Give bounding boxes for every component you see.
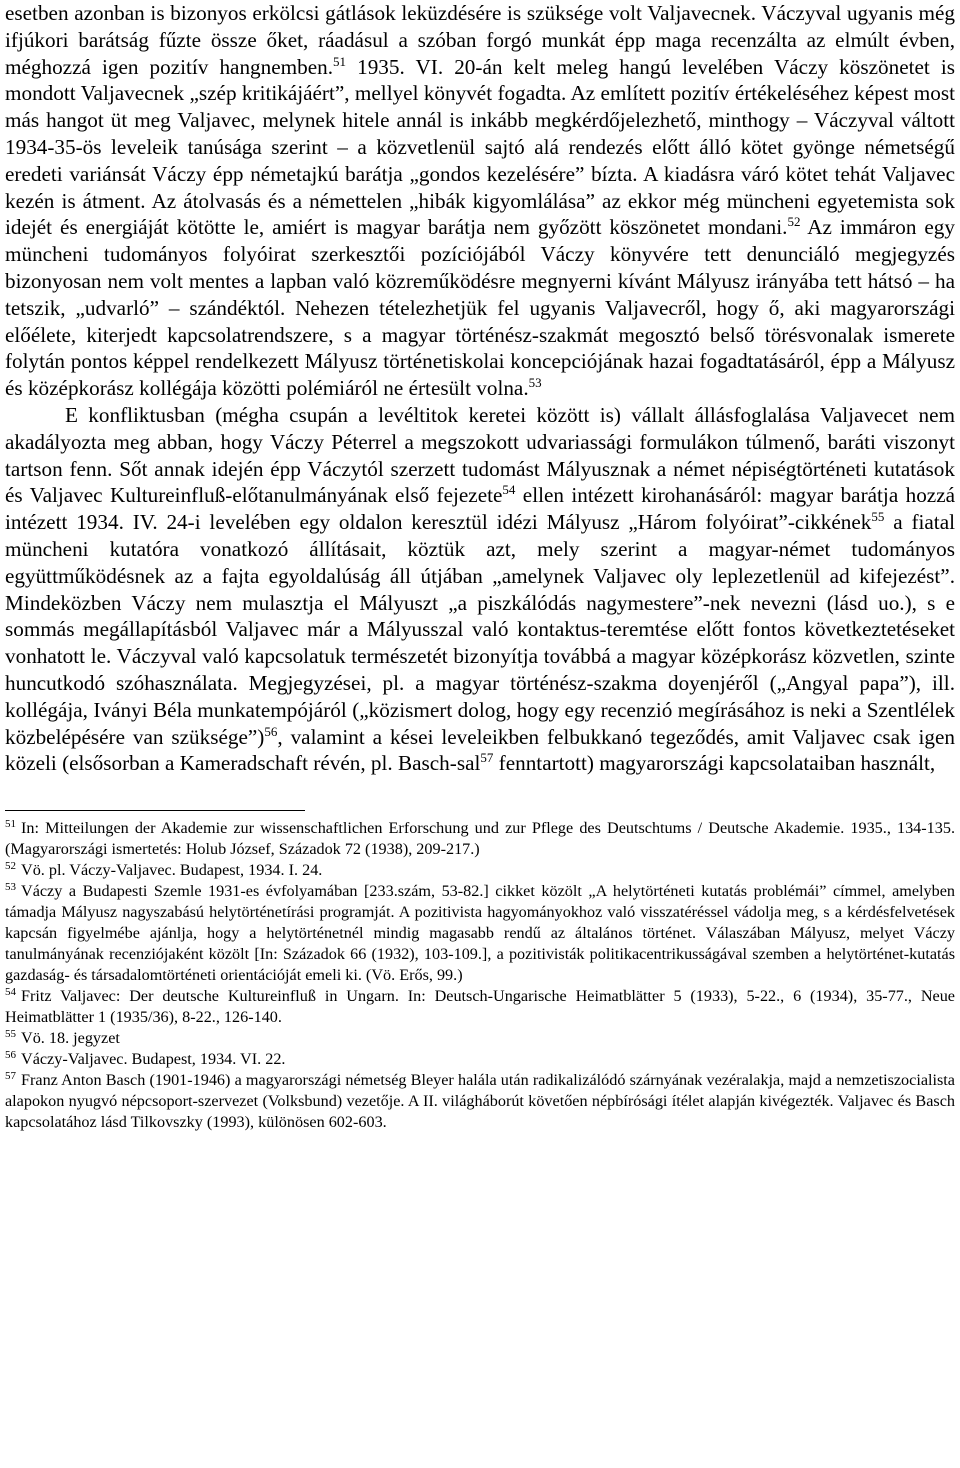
- footnote-text: Fritz Valjavec: Der deutsche Kultureinfluß in Ungarn. In: Deutsch-Ungarische Heimatblätter 5 (1933), 5-22., 6 (1934), 35-77., Neue Heimatblätter 1 (1935/36), 8-22., 126-140.: [5, 987, 955, 1027]
- text-run: ellen intézett kirohanásáról: magyar barátja hozzá intézett 1934. IV. 24-i levelében egy oldalon keresztül idézi Mályusz „Három folyóirat”-cikkének: [5, 483, 955, 535]
- footnote-ref-55: 55: [871, 509, 885, 525]
- footnote-53: [5, 881, 955, 986]
- footnote-text: Vö. pl. Váczy-Valjavec. Budapest, 1934. I. 24.: [21, 861, 323, 880]
- footnote-ref-52: 52: [787, 214, 801, 230]
- footnote-52: [5, 860, 955, 881]
- text-run: esetben azonban is bizonyos erkölcsi gátlások leküzdésére is szüksége volt Valjavecnek. Váczyval ugyanis még ifjúkori barátság fűzte össze őket, ráadásul a szóban forgó munkát épp maga recenzálta az elmúlt évben, méghozzá igen pozitív hangnemben.: [5, 1, 955, 79]
- footnote-number: 57: [5, 1070, 16, 1083]
- footnote-ref-57: 57: [480, 750, 494, 766]
- footnote-51: [5, 818, 955, 860]
- footnote-57: [5, 1070, 955, 1133]
- footnote-text: Váczy a Budapesti Szemle 1931-es évfolyamában [233.szám, 53-82.] cikket közölt „A helytörténeti kutatás problémái” címmel, amelyben támadja Mályusz nagyszabású helytörténetírási programját. A pozitivista hagyományokhoz való visszatéréssel vádolja meg, s a kérdésfelvetések kapcsán figyelmébe ajánlja, hogy a helytörténetnél mindig magasabb rendű az általános történet. Válaszában Mályusz, melyet Váczy tanulmányának recenziójaként közölt [In: Századok 66 (1932), 103-109.], a pozitivisták politikacentrikusságával szemben a helytörténet-kutatás gazdaság- és társadalomtörténeti orientációját emeli ki. (Vö. Erős, 99.): [5, 882, 955, 985]
- footnote-55: [5, 1028, 955, 1049]
- text-run: a fiatal müncheni kutatóra vonatkozó állításait, köztük azt, mely szerint a magyar-német tudományos együttműködésnek az a fajta egyoldalúság áll útjában „amelynek Valjavec oly leplezetlenül ad kifejezést”. Mindeközben Váczy nem mulasztja el Mályuszt „a piszkálódás nagymestere”-nek nevezni (lásd uo.), s e sommás megállapításból Valjavec már a Mályusszal való kontaktus-teremtése előtt fontos következtetéseket vonhatott le. Váczyval való kapcsolatuk természetét bizonyítja továbbá a magyar középkorász közvetlen, szinte huncutkodó szóhasználata. Megjegyzései, pl. a magyar történész-szakma doyenjéről („Angyal papa”), ill. kollégája, Iványi Béla munkatempójáról („közismert dolog, hogy egy recenzió megírásához is neki a Szentlélek közbelépésére van szüksége”): [5, 510, 955, 749]
- paragraph-2: [5, 402, 955, 777]
- text-run: fenntartott) magyarországi kapcsolataiban használt,: [493, 751, 936, 776]
- footnote-text: Vö. 18. jegyzet: [21, 1029, 120, 1048]
- footnote-number: 52: [5, 860, 16, 873]
- footnote-text: Franz Anton Basch (1901-1946) a magyarországi németség Bleyer halála után radikalizálódó szárnyának vezéralakja, majd a nemzetiszocialista alapokon nyugvó népcsoport-szervezet (Volksbund) vezetője. A II. világháborút követően népbírósági ítélet alapján kivégezték. Valjavec és Basch kapcsolatához lásd Tilkovszky (1993), különösen 602-603.: [5, 1071, 955, 1132]
- footnote-number: 54: [5, 986, 16, 999]
- footnote-number: 53: [5, 881, 16, 894]
- footnote-text: Váczy-Valjavec. Budapest, 1934. VI. 22.: [21, 1050, 286, 1069]
- footnote-ref-51: 51: [333, 53, 347, 69]
- footnote-ref-54: 54: [502, 482, 516, 498]
- text-run: 1935. VI. 20-án kelt meleg hangú levelében Váczy köszönetet is mondott Valjavecnek „szép kritikájáért”, mellyel könyvét fogadta. Az említett pozitív értékeléséhez képest most más hangot üt meg Valjavec, melynek hitele annál is inkább megkérdőjelezhető, minthogy – Váczyval váltott 1934-35-ös leveleik tanúsága szerint – a közvetlenül sajtó alá rendezés előtt álló kötet gyönge németségű eredeti variánsát Váczy épp németajkú barátja „gondos kezelésére” bízta. A kiadásra váró kötet tehát Valjavec kezén is átment. Az átolvasás és a némettelen „hibák kigyomlálása” az ekkor még müncheni egyetemista sok idejét és energiáját kötötte le, amiért is magyar barátja nem győzött köszönetet mondani.: [5, 54, 955, 240]
- text-run: E konfliktusban (mégha csupán a levéltitok keretei között is) vállalt állásfoglalása Valjavecet nem akadályozta meg abban, hogy Váczy Péterrel a megszokott udvariassági formulákon túlmenő, baráti viszonyt tartson fenn. Sőt annak idején épp Váczytól szerzett tudomást Mályusznak a német népiségtörténeti kutatások és Valjavec Kultureinfluß-előtanulmányának első fejezete: [5, 402, 955, 508]
- footnote-ref-56: 56: [264, 723, 278, 739]
- footnote-54: [5, 986, 955, 1028]
- footnote-number: 56: [5, 1049, 16, 1062]
- document-page: [5, 0, 955, 1133]
- footnote-number: 51: [5, 818, 16, 831]
- footnote-ref-53: 53: [528, 375, 542, 391]
- paragraph-1: [5, 0, 955, 402]
- text-run: , valamint a kései leveleikben felbukkanó tegeződés, amit Valjavec csak igen közeli (elsősorban a Kameradschaft révén, pl. Basch-sal: [5, 724, 955, 776]
- body-text: [5, 0, 955, 777]
- footnote-text: In: Mitteilungen der Akademie zur wissenschaftlichen Erforschung und zur Pflege des Deutschtums / Deutsche Akademie. 1935., 134-135. (Magyarországi ismertetés: Holub József, Századok 72 (1938), 209-217.): [5, 819, 955, 859]
- footnote-number: 55: [5, 1028, 16, 1041]
- text-run: Az immáron egy müncheni tudományos folyóirat szerkesztői pozíciójából Váczy könyvére tett denunciáló megjegyzés bizonyosan nem volt mentes a lapban való közreműködésre megnyerni kívánt Mályusz irányába tett hátsó – ha tetszik, „udvarló” – szándéktól. Nehezen tételezhetjük fel ugyanis Valjavecről, hogy ő, aki magyarországi előélete, kiterjedt kapcsolatrendszere, s a magyar történész-szakmát megosztó belső törésvonalak ismerete folytán pontos képpel rendelkezett Mályusz történetiskolai koncepciójának hazai fogadtatásáról, épp a Mályusz és középkorász kollégája közötti polémiáról ne értesült volna.: [5, 215, 955, 401]
- footnote-separator: [5, 810, 305, 811]
- footnotes: [5, 818, 955, 1133]
- footnote-56: [5, 1049, 955, 1070]
